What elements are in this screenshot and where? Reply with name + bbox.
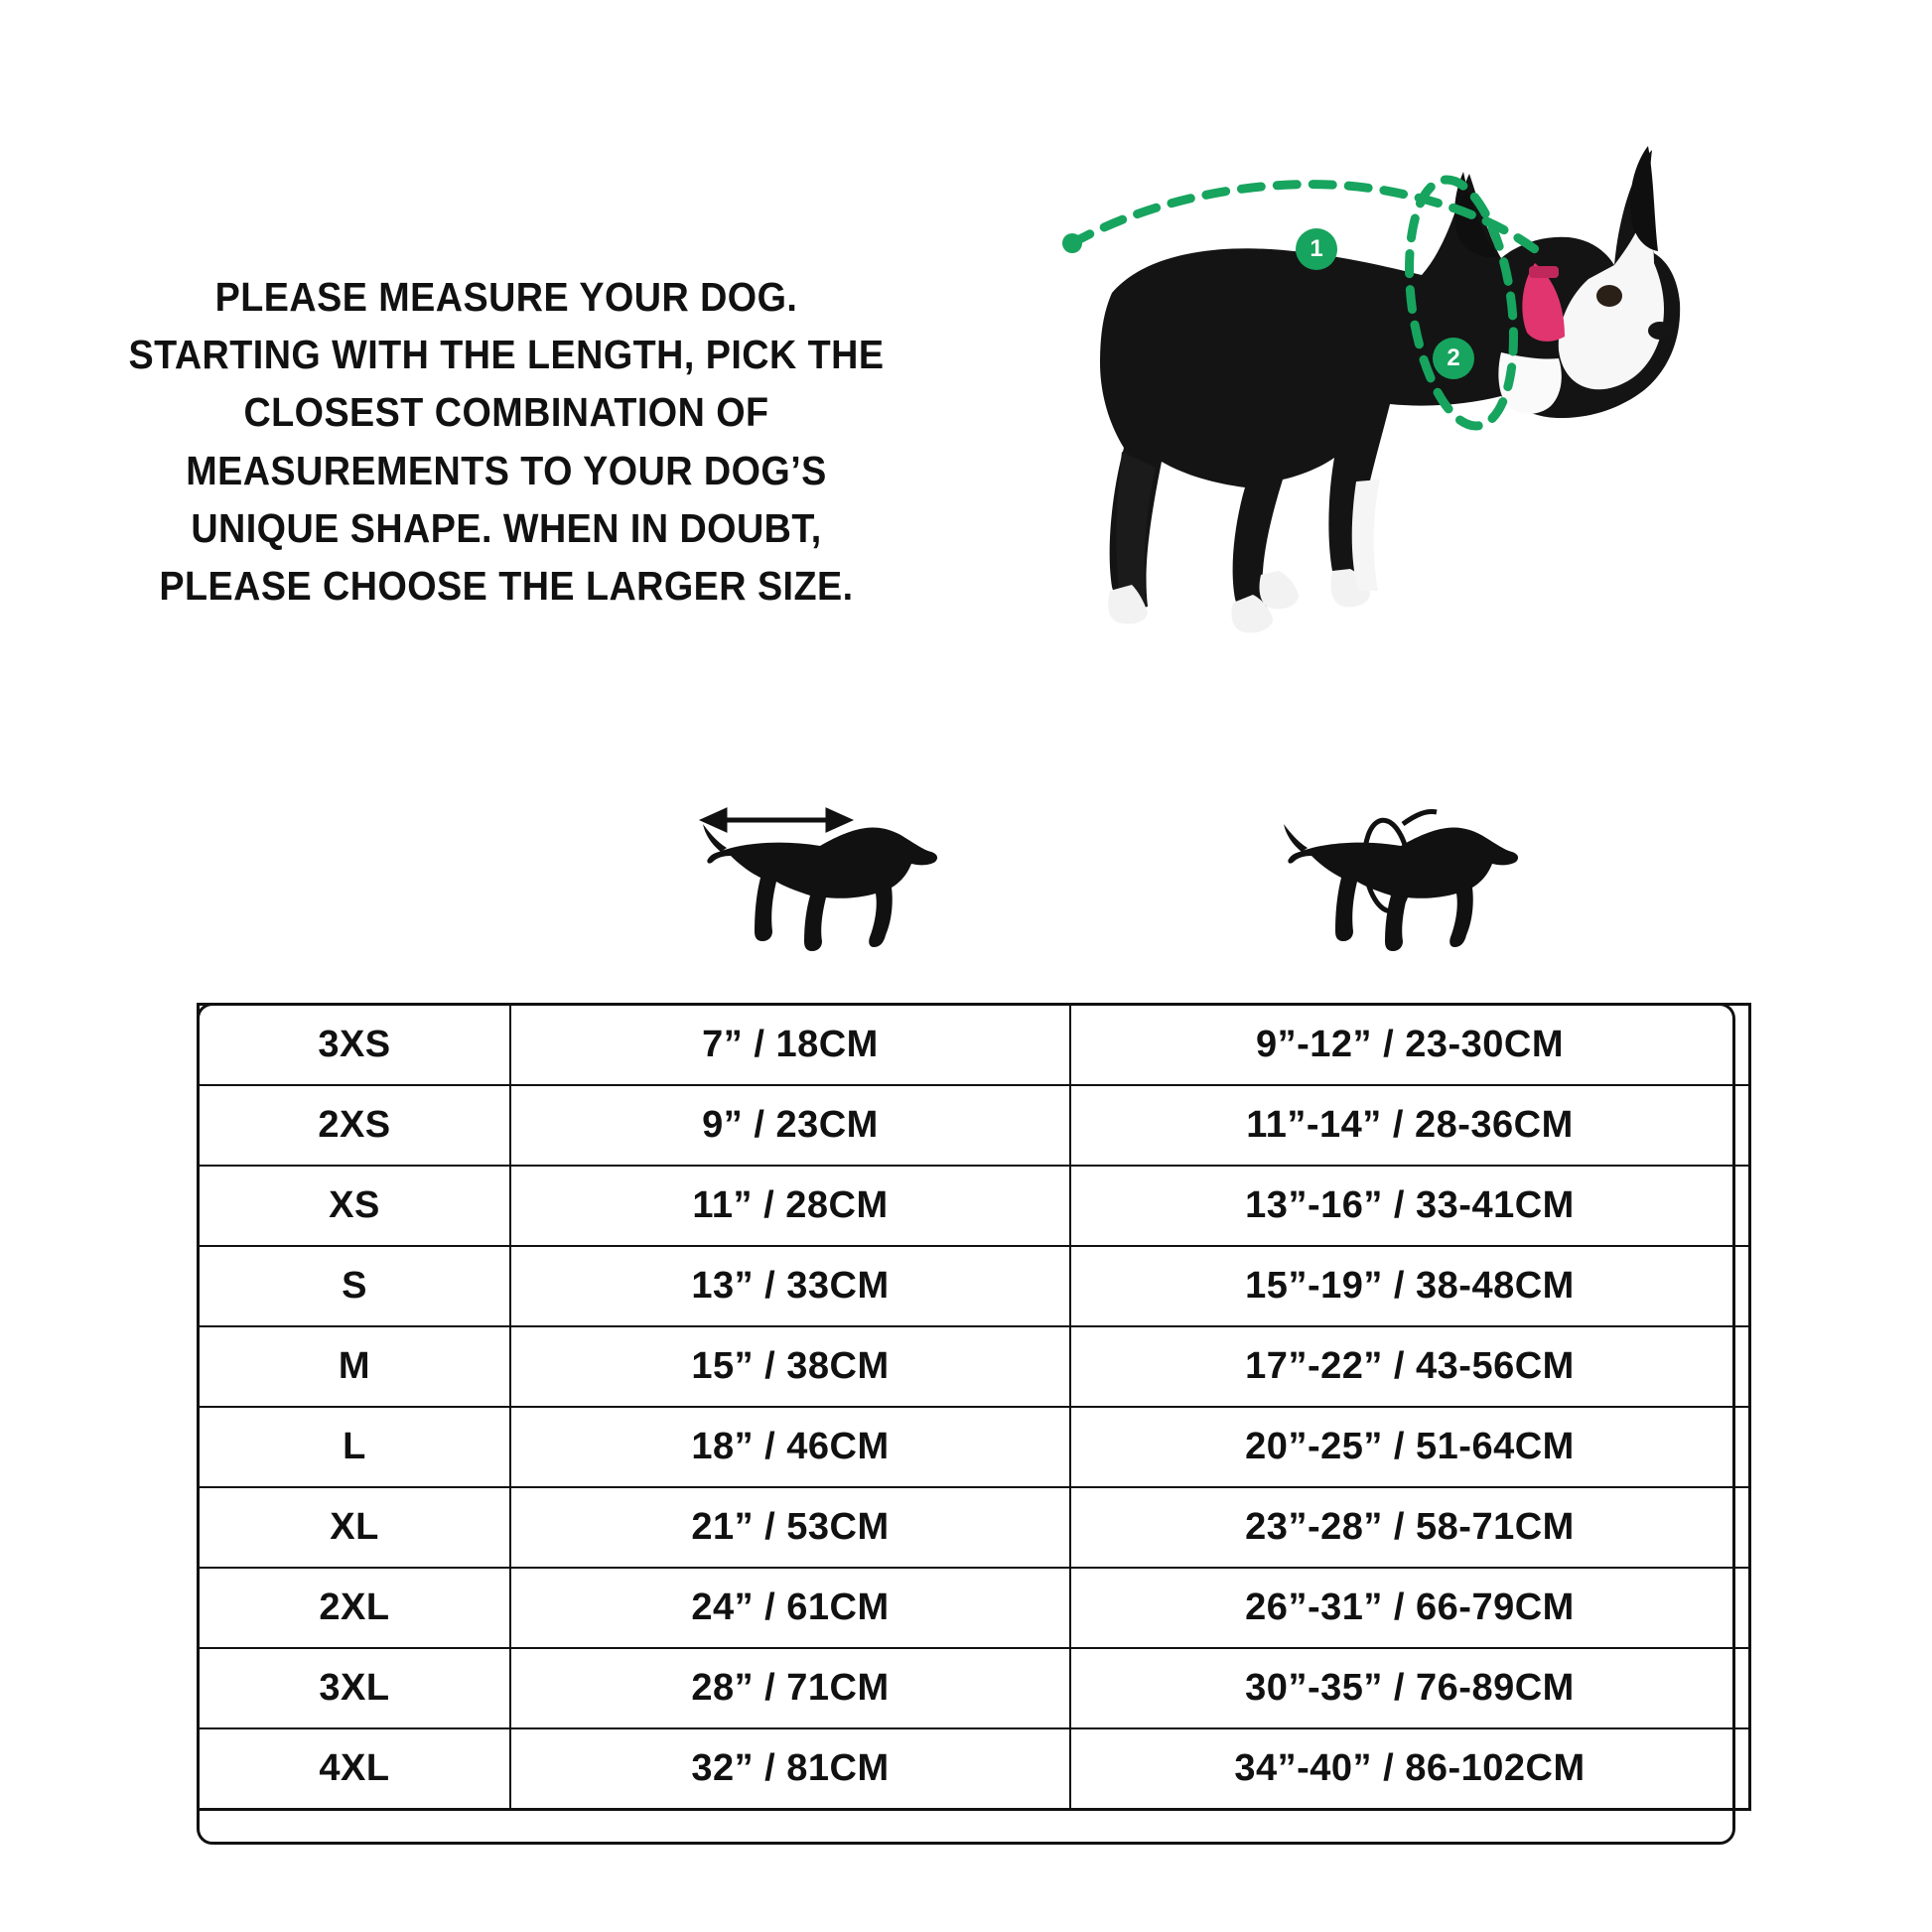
dog-length-measure-icon [695, 804, 953, 973]
top-section [0, 0, 1932, 794]
cell-size: L [199, 1407, 511, 1487]
cell-size: 2XS [199, 1085, 511, 1166]
cell-size: S [199, 1246, 511, 1326]
cell-length: 15” / 38CM [510, 1326, 1070, 1407]
callout-marker-1: 1 [1296, 228, 1337, 270]
cell-size: XL [199, 1487, 511, 1568]
table-row [199, 1166, 1750, 1246]
table-row [199, 1005, 1750, 1086]
table-row [199, 1487, 1750, 1568]
dog-body-shape [1100, 150, 1680, 632]
dog-girth-measure-icon [1276, 804, 1534, 973]
cell-girth: 9”-12” / 23-30CM [1070, 1005, 1750, 1086]
callout-marker-2: 2 [1433, 338, 1474, 379]
table-row [199, 1407, 1750, 1487]
size-chart-table [197, 1003, 1735, 1811]
table-row [199, 1326, 1750, 1407]
cell-length: 24” / 61CM [510, 1568, 1070, 1648]
cell-girth: 15”-19” / 38-48CM [1070, 1246, 1750, 1326]
cell-girth: 13”-16” / 33-41CM [1070, 1166, 1750, 1246]
cell-size: 3XL [199, 1648, 511, 1728]
dog-eye [1596, 285, 1622, 307]
table-row [199, 1648, 1750, 1728]
cell-length: 11” / 28CM [510, 1166, 1070, 1246]
table-row [199, 1568, 1750, 1648]
cell-size: M [199, 1326, 511, 1407]
size-table-body [199, 1005, 1750, 1810]
dog-collar [1522, 263, 1565, 342]
cell-length: 21” / 53CM [510, 1487, 1070, 1568]
cell-size: XS [199, 1166, 511, 1246]
cell-length: 13” / 33CM [510, 1246, 1070, 1326]
cell-girth: 17”-22” / 43-56CM [1070, 1326, 1750, 1407]
icon-row [0, 804, 1932, 983]
dog-nose [1648, 322, 1672, 340]
table-row [199, 1246, 1750, 1326]
cell-girth: 20”-25” / 51-64CM [1070, 1407, 1750, 1487]
table-row [199, 1728, 1750, 1810]
table-row [199, 1085, 1750, 1166]
cell-girth: 11”-14” / 28-36CM [1070, 1085, 1750, 1166]
cell-length: 32” / 81CM [510, 1728, 1070, 1810]
cell-length: 18” / 46CM [510, 1407, 1070, 1487]
measure-instructions: PLEASE MEASURE YOUR DOG. STARTING WITH THE LENGTH, PICK THE CLOSEST COMBINATION OF MEASUREMENTS TO YOUR DOG’S UNIQUE SHAPE. WHEN IN DOUBT, PLEASE CHOOSE THE LARGER SIZE. [128, 274, 885, 610]
cell-size: 3XS [199, 1005, 511, 1086]
dog-photo [1052, 55, 1886, 710]
cell-length: 9” / 23CM [510, 1085, 1070, 1166]
cell-length: 28” / 71CM [510, 1648, 1070, 1728]
cell-girth: 26”-31” / 66-79CM [1070, 1568, 1750, 1648]
cell-girth: 23”-28” / 58-71CM [1070, 1487, 1750, 1568]
cell-length: 7” / 18CM [510, 1005, 1070, 1086]
cell-girth: 34”-40” / 86-102CM [1070, 1728, 1750, 1810]
measure-length-endpoint [1062, 233, 1082, 253]
cell-size: 4XL [199, 1728, 511, 1810]
cell-size: 2XL [199, 1568, 511, 1648]
cell-girth: 30”-35” / 76-89CM [1070, 1648, 1750, 1728]
